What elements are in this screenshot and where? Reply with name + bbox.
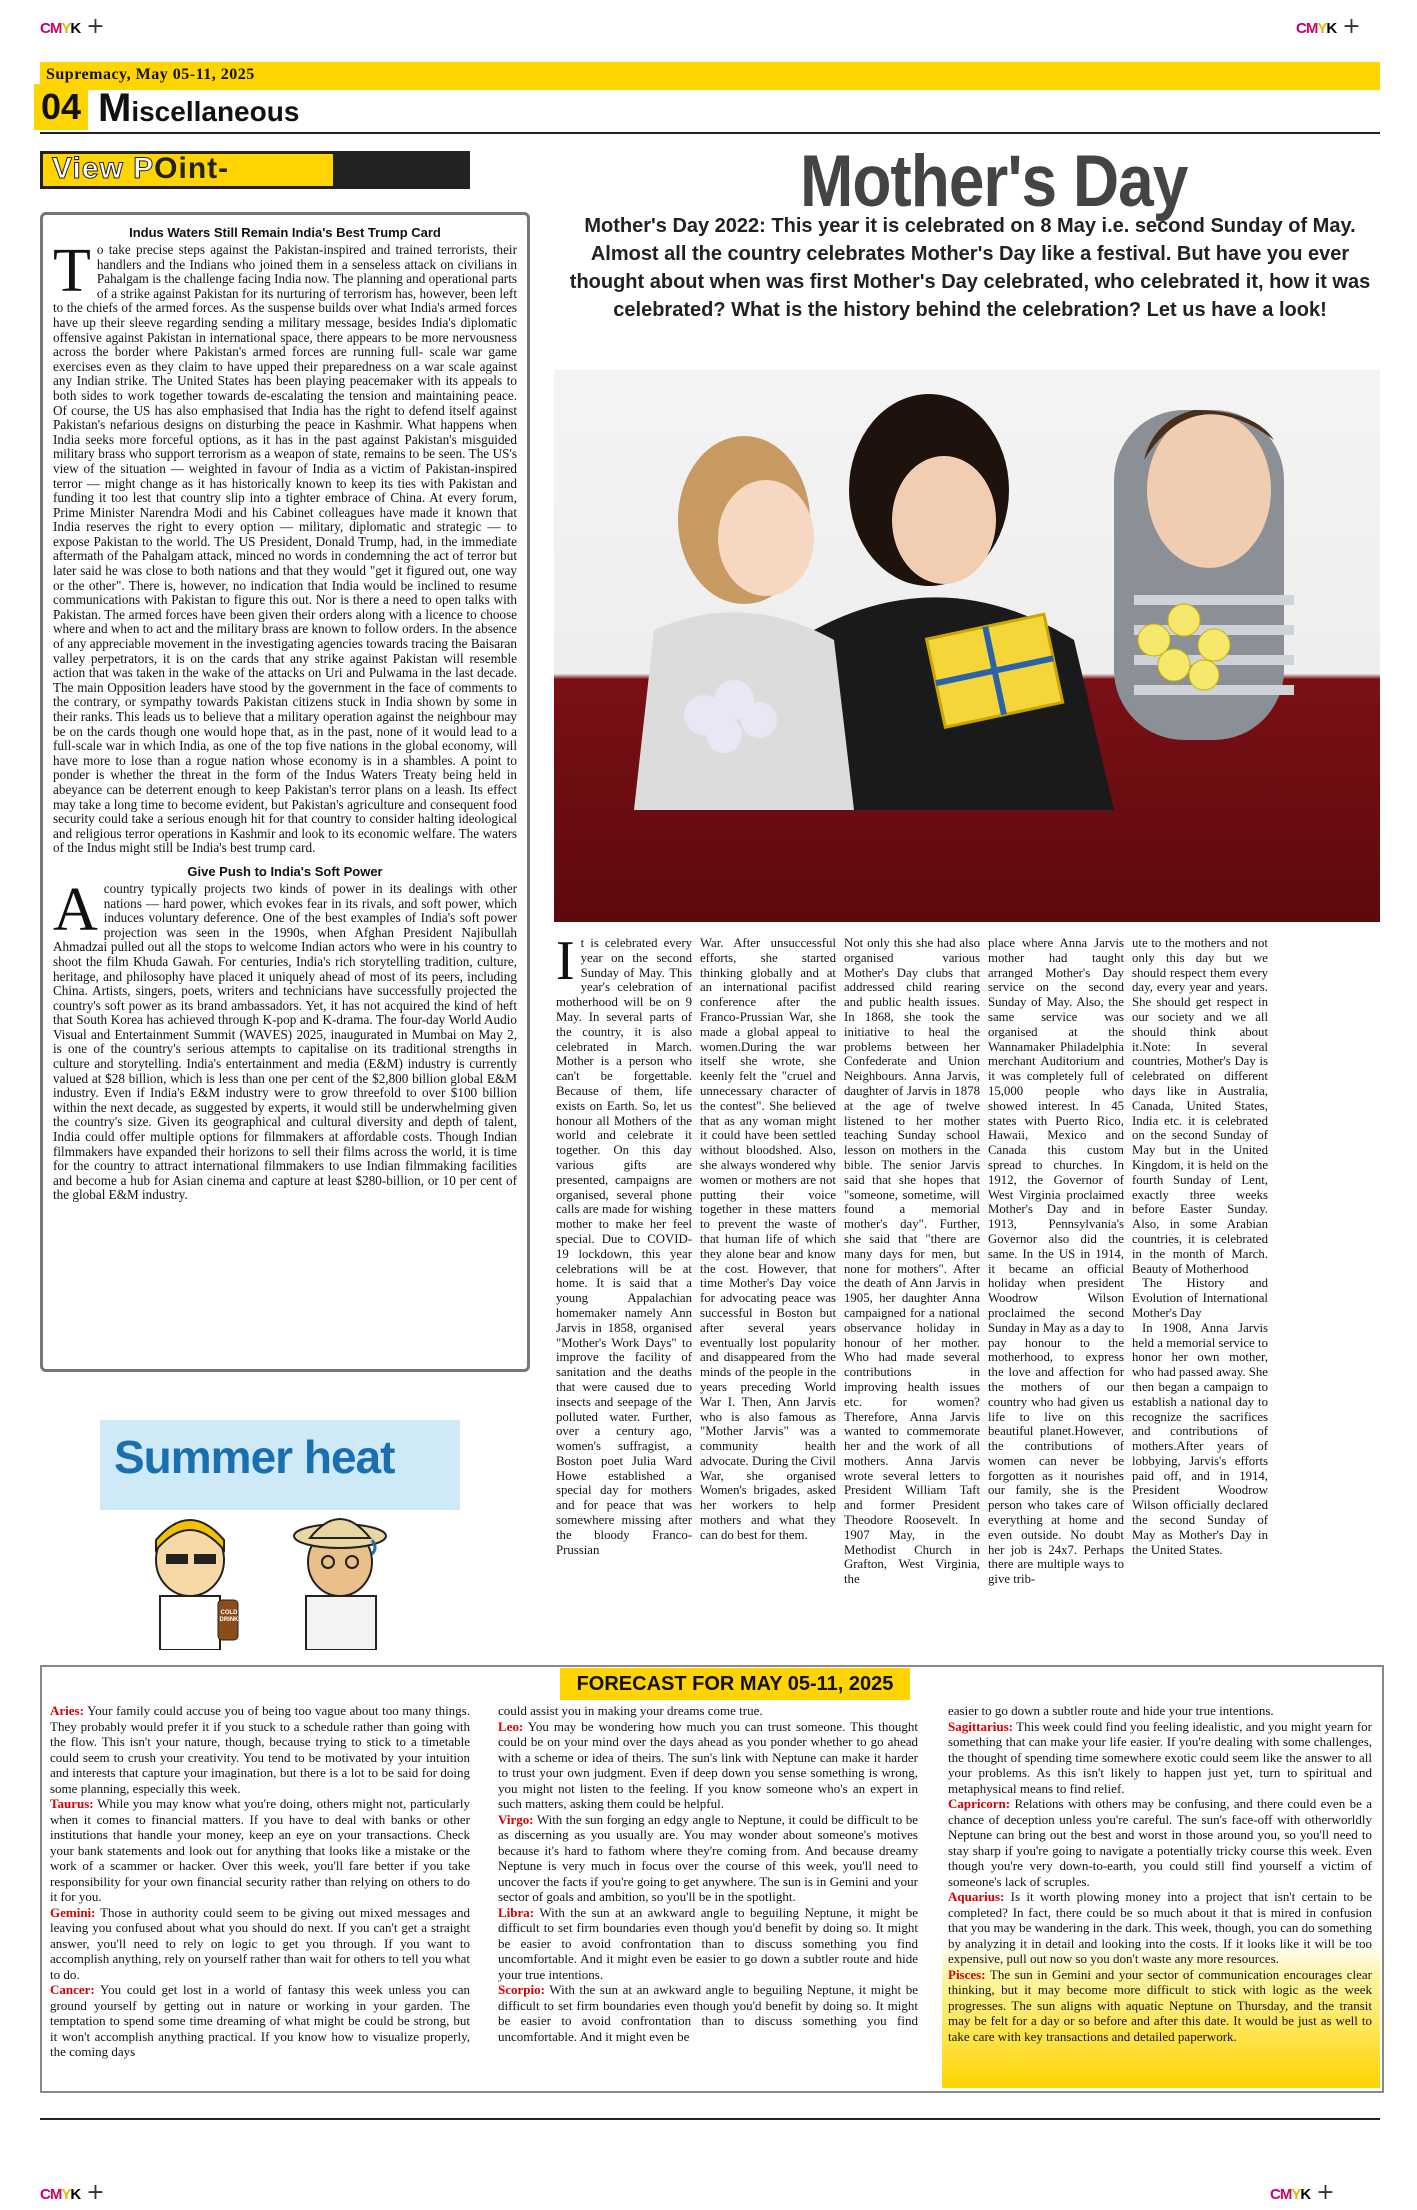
- viewpoint-shadow: [336, 151, 374, 189]
- feature-subtitle: Mother's Day 2022: This year it is celebrated on 8 May i.e. second Sunday of May. Almost all the country celebrates Mother's Day like a festival. But have you ever thought about when was first Mother's Day celebrated, who celebrated it, how it was celebrated? What is the history behind the celebration? Let us have a look!: [569, 215, 1371, 321]
- cartoon-title: Summer heat: [114, 1431, 395, 1483]
- drop-cap: A: [53, 875, 98, 944]
- forecast-aries: Aries: Your family could accuse you of being too vague about too many things. They probably would prefer it if you stuck to a schedule rather than going with the flow. This isn't your nature, though, because trying to stick to a timetable could seem to crush your creativity. You tend to be motivated by your intuition and interests that capture your imagination, but there is a lot to be said for doing some planning, especially this week.: [50, 1703, 470, 1796]
- article-body-soft-power: Acountry typically projects two kinds of power in its dealings with other nations — hard power, which evokes fear in its rivals, and soft power, which induces voluntary deference. One of the best examples of India's soft power projection was seen in the 1990s, when Afghan President Najibullah Ahmadzai pulled out all the stops to welcome Indian actors who were in his country to shoot the film Khuda Gawah. For centuries, India's rich storytelling tradition, culture, heritage, and philosophy have placed it uniquely ahead of most of its peers, including China. Artists, singers, poets, writers and technicians have successfully projected the country's soft power as its brand ambassadors. Yet, it has not acquired the kind of heft that South Korea has achieved through K-pop and K-drama. The four-day World Audio Visual and Entertainment Summit (WAVES) 2025, inaugurated in Mumbai on May 2, is one of the country's serious attempts to capitalise on its traditional strengths in culture and storytelling. India's entertainment and media (E&M) industry is currently valued at $28 billion, which is less than one per cent of the $2,800 billion global E&M industry. Even if India's E&M industry were to grow threefold to over $100 billion within the next decade, as suggested by experts, it would still be underwhelming given the country's size. Given its geographical and cultural diversity and depth of talent, India could offer multiple options for filmmakers at affordable costs. Though Indian filmmakers have expanded their horizons to sell their films across the world, it is time for the country to attract international filmmakers to use Indian filmmaking facilities and become a hub for Asian cinema and capture at least $280-billion, or 10 per cent of the global E&M industry.: [53, 875, 517, 1203]
- section-title: Miscellaneous: [98, 86, 300, 130]
- registration-mark-bottom-left: CMYK +: [40, 2180, 104, 2205]
- feature-column-5: ute to the mothers and not only this day but we should respect them every day, every year and years. She should get respect in our society and we all should think about it.Note: In several countries, Mother's Day is celebrated on different days like in Australia, Canada, United States, India etc. it is celebrated on the second Sunday of May but in the United Kingdom, it is held on the fourth Sunday of Lent, exactly three weeks before Easter Sunday. Also, in some Arabian countries, it is celebrated in the month of March. Beauty of Motherhood The History and Evolution of International Mother's Day In 1908, Anna Jarvis held a memorial service to honor her own mother, who had passed away. She then began a campaign to establish a national day to recognize the sacrifices and contributions of mothers.After years of lobbying, Jarvis's efforts paid off, and in 1914, President Woodrow Wilson officially declared the second Sunday of May as Mother's Day in the United States.: [1132, 936, 1268, 1557]
- article-title-soft-power: Give Push to India's Soft Power: [187, 863, 383, 879]
- feature-title: Mother's Day: [800, 139, 1188, 222]
- feature-column-1: It is celebrated every year on the second Sunday of May. This year's celebration of motherhood will be on 9 May. In several parts of the country, it is also celebrated in March. Mother is a person who can't be forgettable. Because of them, life exists on Earth. So, let us honour all Mothers of the world and celebrate it together. On this day various gifts are presented, campaigns are organised, several phone calls are made for wishing mother to make her feel special. Due to COVID-19 lockdown, this year celebrations will be at home. It is said that a young Appalachian homemaker namely Ann Jarvis in 1858, organised "Mother's Work Days" to improve the facility of sanitation and the deaths that were caused due to insects and seepage of the polluted water. Further, over a century ago, women's suffragist, a Boston poet Julia Ward Howe established a special day for mothers and for peace that was somewhere missing after the bloody Franco-Prussian: [556, 930, 692, 1557]
- registration-mark-top-right: CMYK +: [1296, 14, 1360, 39]
- drop-cap: I: [556, 930, 575, 992]
- cartoon-illustration: [100, 1500, 460, 1650]
- forecast-aquarius: Aquarius: Is it worth plowing money into a project that isn't certain to be completed? In fact, there could be so much about it that is mired in confusion that you may be wandering in the dark. This week, though, you can do something by analyzing it in detail and looking into the costs. If it looks like it will be too expensive, pull out now so you don't waste any more resources.: [948, 1889, 1372, 1966]
- forecast-pisces: Pisces: The sun in Gemini and your sector of communication encourages clear thinking, but it may become more difficult to stick with logic as the week progresses. The sun aligns with aquatic Neptune on Thursday, and the transit may be felt for a day or so before and after this date. It would be just as well to take care with key transactions and detailed paperwork.: [948, 1966, 1372, 2044]
- forecast-cancer: Cancer: You could get lost in a world of fantasy this week unless you can ground yourself by getting out in nature or working in your garden. The temptation to spend some time dreaming of what might be could be strong, but it won't accomplish anything practical. If you know how to visualize properly, the coming days: [50, 1982, 470, 2059]
- forecast-gemini: Gemini: Those in authority could seem to be giving out mixed messages and leaving you confused about what you should do next. If you can't get a straight answer, you'll need to rely on logic to get you through. If you want to accomplish anything, rely on yourself rather than wait for others to tell you what to do.: [50, 1904, 470, 1982]
- family-illustration: [554, 370, 1380, 922]
- feature-column-4: place where Anna Jarvis mother had taught arranged Mother's Day service on the second Sunday of May. Also, the same service was organised at the Wannamaker Philadelphia merchant Auditorium and it was completely full of 15,000 people who showed interest. In 45 states with Puerto Rico, Hawaii, Mexico and Canada this custom spread to churches. In 1912, the Governor of West Virginia proclaimed Mother's Day and in 1913, Pennsylvania's Governor also did the same. In the US in 1914, it became an official holiday when president Woodrow Wilson proclaimed the second Sunday in May as a day to pay honour to the motherhood, to express the love and affection for the mothers of our country who had given us life to live on this beautiful planet.However, the contributions of women can never be forgotten as it nourishes our family, she is the person who takes care of everything at home and even outside. No doubt her job is 24x7. Perhaps there are multiple ways to give trib-: [988, 936, 1124, 1587]
- article-title-indus: Indus Waters Still Remain India's Best Trump Card: [129, 225, 441, 240]
- forecast-virgo: Virgo: With the sun forging an edgy angle to Neptune, it could be difficult to be as discerning as you usually are. You may wonder about someone's motives because it's hard to fathom where they're coming from. And because dreamy Neptune is very much in focus over the course of this week, you'll need to uncover the facts if you're going to get anywhere. The sun is in Gemini and your sector of goals and ambition, so you'll be in the spotlight.: [498, 1811, 918, 1904]
- mothers-day-photo: [554, 370, 1380, 922]
- editorial-column: [40, 212, 530, 1372]
- forecast-capricorn: Capricorn: Relations with others may be confusing, and there could even be a chance of deception unless you're careful. The sun's face-off with otherworldly Neptune can bring out the best and worst in those around you, so you'll need to stay sharp if you're going to navigate a potentially tricky course this week. Even though you're very down-to-earth, you could still find yourself a victim of someone's lack of scruples.: [948, 1796, 1372, 1889]
- feature-column-3: Not only this she had also organised various Mother's Day clubs that addressed child rearing and public health issues. In 1868, she took the initiative to heal the problems between her Confederate and Union Neighbours. Anna Jarvis, daughter of Jarvis in 1878 at the age of twelve listened to her mother teaching Sunday school lesson on mothers in the bible. The senior Jarvis said that she hopes that "someone, sometime, will found a memorial mother's day". Further, she said that "there are many days for men, but none for mothers". After the death of Ann Jarvis in 1905, her daughter Anna campaigned for a national observance holiday in honour of her mother. Who had made several contributions in improving health issues etc. for women? Therefore, Anna Jarvis wanted to commemorate her and the work of all mothers. Anna Jarvis wrote several letters to President William Taft and former President Theodore Roosevelt. In 1907 May, in the Methodist Church in Grafton, West Virginia, the: [844, 936, 980, 1587]
- forecast-scorpio-cont: easier to go down a subtler route and hide your true intentions.: [948, 1703, 1274, 1718]
- forecast-cancer-cont: could assist you in making your dreams come true.: [498, 1703, 763, 1718]
- page-number: 04: [34, 84, 88, 130]
- forecast-libra: Libra: With the sun at an awkward angle to beguiling Neptune, it might be difficult to set firm boundaries even though you'd benefit by doing so. It might be easier to avoid confrontation than to discuss something you find uncomfortable. And it might even be easier to go down a subtler route and hide your true intentions.: [498, 1904, 918, 1982]
- forecast-column-1: [50, 1703, 470, 2060]
- cartoon-summer-heat: [100, 1420, 460, 1650]
- dateline: Supremacy, May 05-11, 2025: [46, 66, 255, 83]
- forecast-column-2: [498, 1703, 918, 2044]
- article-body-indus: To take precise steps against the Pakistan-inspired and trained terrorists, their handlers and the Indians who joined them in a senseless attack on civilians in Pahalgam is the challenge facing India now. The planning and operational parts of a strike against Pakistan for its nurturing of terrorism has, however, been left to the chiefs of the armed forces. As the suspense builds over what India's armed forces have up their sleeve regarding sending a military message, besides India's diplomatic offensive against Pakistan in international space, there appears to be more nervousness across the border where Pakistan's armed forces are running full- scale war game exercises even as they claim to have upped their preparedness on a war scale against any Indian strike. The United States has been playing peacemaker with its appeals to both sides to work together towards de-escalating the tension and maintaining peace. Of course, the US has also emphasised that India has the right to defend itself against Pakistan's nefarious designs on disturbing the peace in Kashmir. What happens when India seeks more forceful options, as it has in the past against Pakistan's misguided military brass who support terrorism as a weapon of state, remains to be seen. The US's view of the situation — weighted in favour of India as a victim of Pakistan-inspired terror — might change as it has historically known to keep its ties with Pakistan and funding it too lest that country slip into a tighter embrace of China. At every forum, Prime Minister Narendra Modi and his Cabinet colleagues have made it known that India reserves the right to every option — military, diplomatic and strategic — to expose Pakistan to the world. The US President, Donald Trump, had, in the immediate aftermath of the Pahalgam attack, minced no words in condemning the act of terror but later said he was close to both nations and that they would "get it figured out, one way or the other". There is, however, no indication that India would be inclined to resume communications with Pakistan to figure this out. Nor is there a need to open talks with Pakistan. The armed forces have been given their orders along with a licence to choose where and when to act and the military brass are known to follow orders. In the absence of any appreciable movement in the investigating agencies towards tracing the Baisaran valley perpetrators, it is on the cards that any strike against Pakistan will resemble action that was taken in the wake of the attacks on Uri and Pulwama in the last decade. The main Opposition leaders have stood by the government in the face of comments to the contrary, or sympathy towards Pakistan citizens stuck in India shown by some in their ranks. This leads us to believe that a military operation against the neighbour may be on the cards though one would hope that, as in the past, none of it would lead to a full-scale war in which India, as one of the top five nations in the global economy, will have more to lose than a rogue nation whose economy is in a shambles. A point to ponder is whether the threat in the form of the Indus Waters Treaty being held in abeyance can be deterrent enough to keep Pakistan's terror plans on a leash. Its effect may take a long time to become evident, but Pakistan's agriculture and consequent food security could take a serious enough hit for that country to consider halting ideological and religious terror operations in Kashmir and look to its economic welfare. The waters of the Indus might still be India's best trump card.: [53, 237, 517, 856]
- forecast-title: FORECAST FOR MAY 05-11, 2025: [560, 1668, 910, 1700]
- registration-mark-bottom-right: CMYK +: [1270, 2180, 1334, 2205]
- drop-cap: T: [53, 237, 91, 305]
- forecast-column-3: [948, 1703, 1372, 2044]
- registration-mark-top-left: CMYK +: [40, 14, 104, 39]
- feature-column-2: War. After unsuccessful efforts, she started thinking globally and at an international pacifist conference after the Franco-Prussian War, she made a global appeal to women.During the war itself she wrote, she keenly felt the "cruel and unnecessary character of the contest". She believed that as any woman might it could have been settled without bloodshed. Also, she always wondered why women or mothers are not putting their voice together in these matters to prevent the waste of that human life of which they alone bear and know the cost. However, that time Mother's Day voice for advocating peace was successful in Boston but after several years eventually lost popularity and disappeared from the minds of the people in the years preceding World War I. Then, Ann Jarvis who is also famous as "Mother Jarvis" was a community health advocate. During the Civil War, she organised Women's brigades, asked her workers to help mothers and what they can do best for them.: [700, 936, 836, 1542]
- forecast-taurus: Taurus: While you may know what you're doing, others might not, particularly when it comes to financial matters. If you have to deal with banks or other institutions that handle your money, keep an eye on your transactions. Check your bank statements and look out for anything that looks like a mistake or the work of a scammer or hacker. Over this week, you'll fare better if you take responsibility for your own financial security rather than relying on others to do it for you.: [50, 1796, 470, 1904]
- forecast-scorpio: Scorpio: With the sun at an awkward angle to beguiling Neptune, it might be difficult to set firm boundaries even though you'd benefit by doing so. It might be easier to avoid confrontation than to discuss something you find uncomfortable. And it might even be: [498, 1982, 918, 2044]
- cartoon-can-label: COLD DRINK: [219, 1610, 239, 1623]
- header-rule: [40, 132, 1380, 134]
- footer-rule: [40, 2118, 1380, 2120]
- viewpoint-label: View POint-: [52, 152, 230, 185]
- forecast-sagittarius: Sagittarius: This week could find you feeling idealistic, and you might yearn for something that can make your life easier. If you're dealing with some challenges, the thought of spending time somewhere exotic could seem like the answer to all your problems. As this isn't likely to happen just yet, turn to spiritual and metaphysical means to find relief.: [948, 1718, 1372, 1796]
- forecast-leo: Leo: You may be wondering how much you can trust someone. This thought could be on your mind over the days ahead as you ponder whether to go ahead with a scheme or idea of theirs. The sun's link with Neptune can make it harder to trust your own judgment. Even if deep down you sense something is wrong, you might not listen to the feeling. If you know someone who's an expert in such matters, asking them could be helpful.: [498, 1718, 918, 1811]
